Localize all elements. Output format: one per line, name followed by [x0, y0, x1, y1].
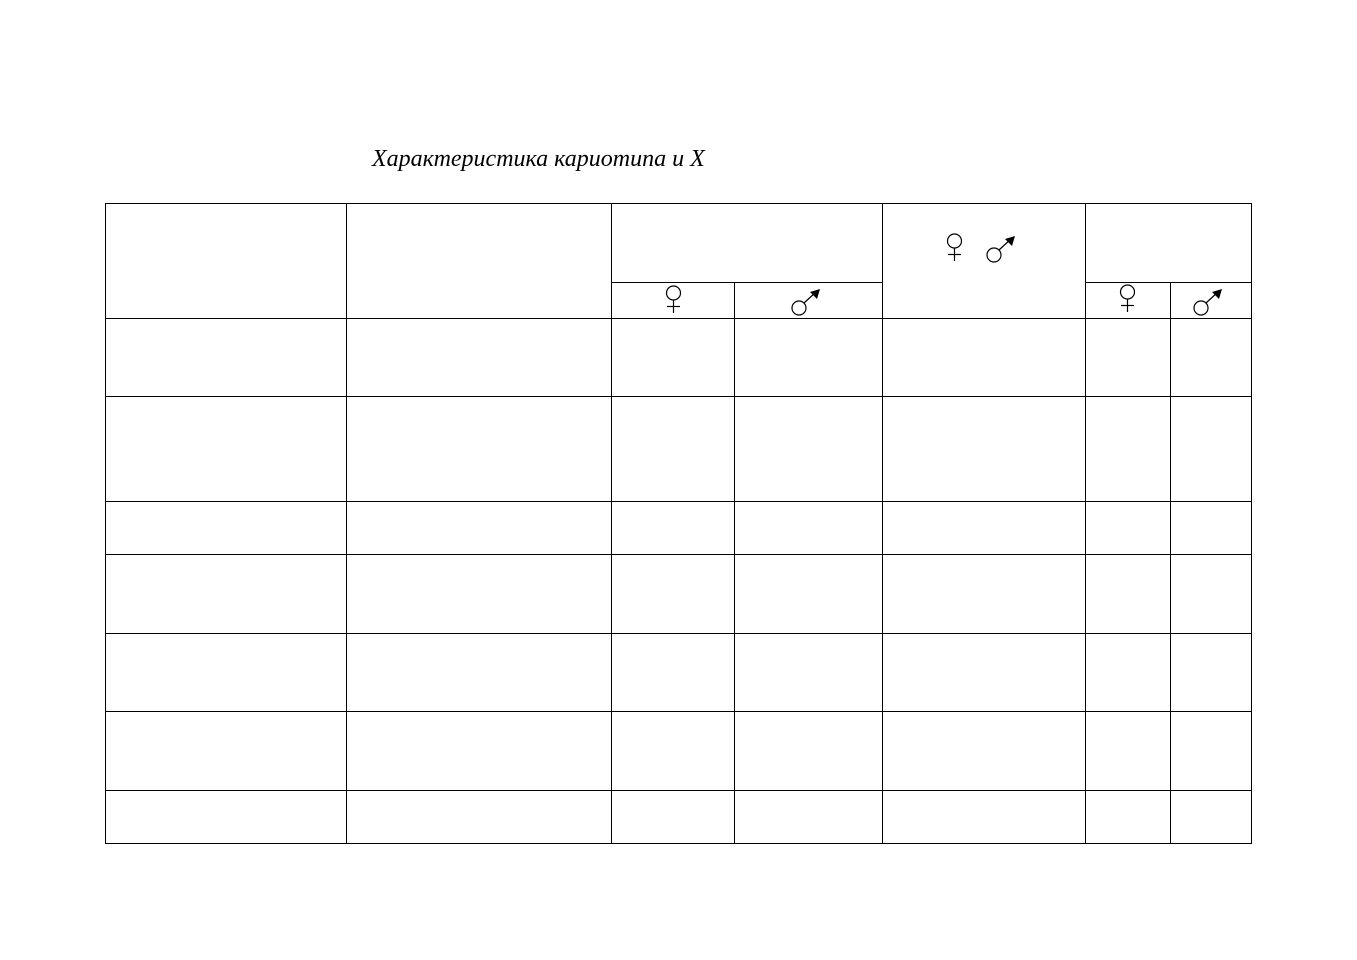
female-symbol-icon — [1121, 285, 1135, 312]
female-symbol-icon — [948, 234, 962, 261]
table-outer-border — [106, 204, 1252, 844]
male-symbol-icon — [792, 289, 820, 315]
male-symbol-icon — [987, 236, 1015, 262]
page-title: Характеристика кариотипа и X — [372, 146, 705, 172]
female-symbol-icon — [667, 286, 681, 313]
male-symbol-icon — [1194, 289, 1222, 315]
